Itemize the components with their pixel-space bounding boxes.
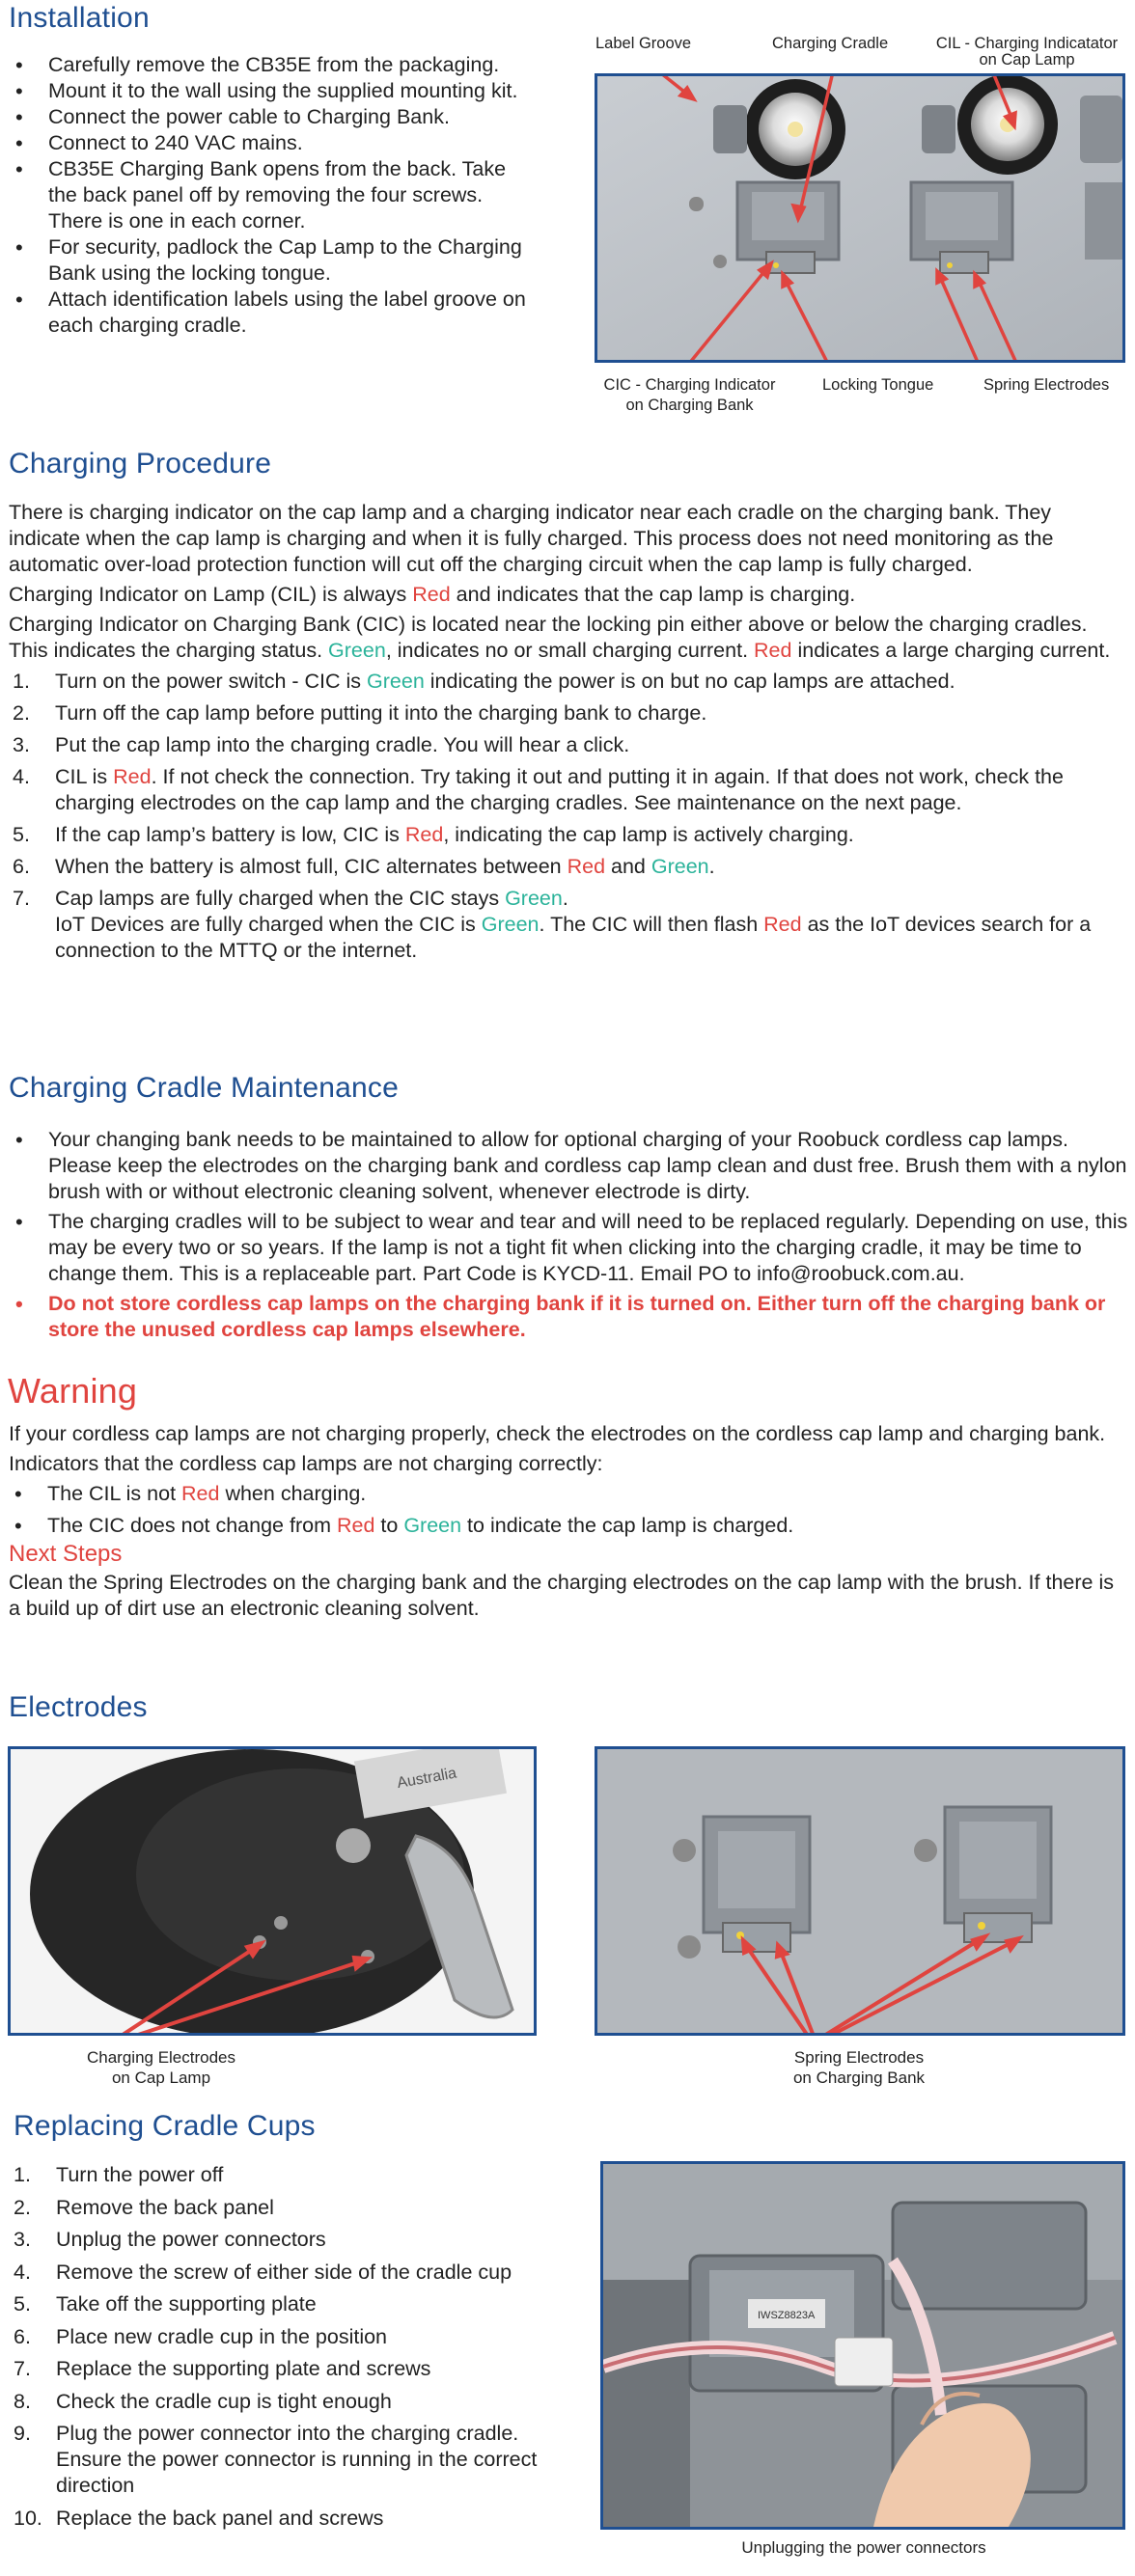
text: CIL is <box>55 765 114 788</box>
step-number: 5. <box>13 823 30 846</box>
red-text: Red <box>404 823 444 846</box>
text: indicates a large charging current. <box>791 639 1111 662</box>
cic-paragraph <box>9 612 1128 664</box>
charging-procedure-title: Charging Procedure <box>9 448 272 480</box>
charging-procedure-body <box>9 500 1128 964</box>
text: Place new cradle cup in the position <box>56 2324 388 2348</box>
charging-bank-photo-illustration <box>597 76 1122 360</box>
step-number: 7. <box>13 887 30 910</box>
installation-title: Installation <box>9 2 150 34</box>
list-item <box>10 2389 550 2415</box>
text: . If not check the connection. Try taking it out and putting it in again. If that does not work, check the charging electrodes on the cap lamp and the charging cradles. See maintenance on the next page. <box>55 765 1064 814</box>
text: Charging Indicator on Lamp (CIL) is always <box>9 583 413 606</box>
cil-paragraph <box>9 582 1128 608</box>
text: Turn on the power switch - CIC is <box>55 670 368 693</box>
red-text: Red <box>336 1514 375 1537</box>
cil-label <box>922 35 1132 69</box>
list-item <box>10 2291 550 2317</box>
text: and <box>605 855 651 878</box>
cil-label-line2: on Cap Lamp <box>979 51 1075 69</box>
red-text: Red <box>181 1482 220 1505</box>
list-item <box>10 2506 550 2532</box>
list-item <box>9 764 1128 816</box>
text: The CIL is not <box>47 1482 182 1505</box>
warning-paragraph: If your cordless cap lamps are not charging properly, check the electrodes on the cordless cap lamp and charging bank. <box>9 1422 1106 1445</box>
text: Take off the supporting plate <box>56 2292 317 2316</box>
bank-electrodes-illustration <box>597 1749 1122 2033</box>
list-item <box>10 2162 550 2188</box>
charging-steps <box>9 669 1128 964</box>
indicators-paragraph: Indicators that the cordless cap lamps are not charging correctly: <box>9 1452 603 1475</box>
list-item: • CB35E Charging Bank opens from the back. Take the back panel off by removing the four screws. There is one in each corner. <box>10 156 531 234</box>
text: . The CIC will then flash <box>539 913 764 936</box>
lamp-print-text: Australia <box>396 1765 458 1793</box>
step-number: 2. <box>14 2195 31 2219</box>
next-steps-text: Clean the Spring Electrodes on the charging bank and the charging electrodes on the cap lamp with the brush. If there is a build up of dirt use an electronic cleaning solvent. <box>9 1571 1114 1620</box>
locking-tongue-label: Locking Tongue <box>822 376 934 394</box>
text: Turn off the cap lamp before putting it into the charging bank to charge. <box>55 701 707 725</box>
text: If the cap lamp’s battery is low, CIC is <box>55 823 405 846</box>
step-number: 6. <box>13 855 30 878</box>
green-text: Green <box>403 1514 462 1537</box>
step-number: 7. <box>14 2357 31 2380</box>
list-item <box>9 700 1128 726</box>
red-text: Red <box>567 855 606 878</box>
cap-lamp-electrodes-caption <box>55 2047 267 2088</box>
text: The CIC does not change from <box>47 1514 337 1537</box>
list-item <box>10 2356 550 2382</box>
list-item <box>10 2421 550 2499</box>
cic-label-line1: CIC - Charging Indicator <box>603 376 776 394</box>
step-number: 3. <box>13 733 30 756</box>
list-item <box>9 669 1128 695</box>
text: Cap lamps are fully charged when the CIC stays <box>55 887 506 910</box>
text: to <box>374 1514 404 1537</box>
green-text: Green <box>481 913 540 936</box>
list-item: • Do not store cordless cap lamps on the charging bank if it is turned on. Either turn off the charging bank or store the unused cordless cap lamps elsewhere. <box>10 1291 1129 1343</box>
text: Replace the supporting plate and screws <box>56 2357 431 2380</box>
list-item <box>9 1513 1128 1539</box>
electrodes-title: Electrodes <box>9 1691 148 1723</box>
red-text: Red <box>113 765 152 788</box>
text: . <box>708 855 715 878</box>
text: and indicates that the cap lamp is charging. <box>450 583 856 606</box>
red-text: Red <box>412 583 451 606</box>
list-item <box>9 732 1128 758</box>
list-item: • Mount it to the wall using the supplied mounting kit. <box>10 78 531 104</box>
text: Remove the back panel <box>56 2195 274 2219</box>
caption-line1: Spring Electrodes <box>793 2048 925 2067</box>
charging-intro: There is charging indicator on the cap lamp and a charging indicator near each cradle on the charging bank. They indicate when the cap lamp is charging and when it is fully charged. This process does not need monitoring as the automatic over-load protection function will cut off the charging circuit when the cap lamp is fully charged. <box>9 501 1054 576</box>
step-number: 2. <box>13 701 30 725</box>
warning-body <box>9 1421 1128 1622</box>
red-text: Red <box>763 913 802 936</box>
spring-electrodes-label: Spring Electrodes <box>983 376 1110 394</box>
list-item <box>10 2195 550 2221</box>
next-steps-title: Next Steps <box>9 1541 123 1567</box>
list-item: • Connect to 240 VAC mains. <box>10 130 531 156</box>
text: When the battery is almost full, CIC alternates between <box>55 855 568 878</box>
power-connector-photo <box>600 2161 1125 2530</box>
list-item <box>9 886 1128 964</box>
list-item <box>9 822 1128 848</box>
list-item: • For security, padlock the Cap Lamp to the Charging Bank using the locking tongue. <box>10 234 531 287</box>
cic-label-line2: on Charging Bank <box>625 397 754 414</box>
caption-line2: on Cap Lamp <box>111 2069 211 2087</box>
text: Unplug the power connectors <box>56 2228 326 2251</box>
text: as the IoT devices search for a connection to the MTTQ or the internet. <box>55 913 1092 962</box>
bank-electrodes-caption <box>753 2047 965 2088</box>
text: indicating the power is on but no cap lamps are attached. <box>424 670 955 693</box>
green-text: Green <box>328 639 386 662</box>
list-item: • Attach identification labels using the label groove on each charging cradle. <box>10 287 531 339</box>
charging-cradle-label: Charging Cradle <box>772 35 889 52</box>
cap-lamp-electrodes-photo <box>8 1746 537 2036</box>
step-number: 8. <box>14 2389 31 2413</box>
list-item <box>10 2260 550 2286</box>
list-item: • Connect the power cable to Charging Bank. <box>10 104 531 130</box>
text: , indicates no or small charging current. <box>385 639 755 662</box>
list-item: • Carefully remove the CB35E from the packaging. <box>10 52 531 78</box>
text: . <box>562 887 568 910</box>
text: , indicating the cap lamp is actively charging. <box>443 823 854 846</box>
cap-lamp-electrodes-illustration <box>11 1749 534 2033</box>
step-number: 9. <box>14 2422 31 2445</box>
cic-label <box>591 376 789 415</box>
module-label-text: IWSZ8823A <box>758 2310 816 2321</box>
list-item <box>9 1481 1128 1507</box>
text: when charging. <box>219 1482 367 1505</box>
text: Turn the power off <box>56 2163 224 2186</box>
text: Plug the power connector into the charging cradle. Ensure the power connector is running in the correct direction <box>56 2422 538 2497</box>
text: Check the cradle cup is tight enough <box>56 2389 392 2413</box>
text: Remove the screw of either side of the cradle cup <box>56 2260 512 2284</box>
charging-bank-photo <box>595 73 1125 363</box>
label-groove-label: Label Groove <box>595 35 692 52</box>
red-text: Red <box>754 639 792 662</box>
caption-line1: Charging Electrodes <box>86 2048 236 2067</box>
text: Replace the back panel and screws <box>56 2506 384 2530</box>
warning-title: Warning <box>8 1371 138 1411</box>
step-number: 5. <box>14 2292 31 2316</box>
step-number: 10. <box>14 2506 42 2530</box>
step-number: 1. <box>13 670 30 693</box>
list-item: • The charging cradles will to be subject to wear and tear and will need to be replaced regularly. Depending on use, this may be every two or so years. If the lamp is not a tight fit when clicking into the charging cradle, it may be time to change them. This is a replaceable part. Part Code is KYCD-11. Email PO to info@roobuck.com.au. <box>10 1209 1129 1287</box>
warning-list <box>9 1481 1128 1539</box>
text: Put the cap lamp into the charging cradle. You will hear a click. <box>55 733 630 756</box>
power-connector-caption: Unplugging the power connectors <box>741 2538 986 2557</box>
installation-list <box>10 52 531 339</box>
step-number: 4. <box>13 765 30 788</box>
list-item <box>9 854 1128 880</box>
maintenance-list <box>10 1127 1129 1343</box>
green-text: Green <box>367 670 425 693</box>
bank-electrodes-photo <box>595 1746 1125 2036</box>
cil-label-line1: CIL - Charging Indicatator <box>935 35 1119 52</box>
text: to indicate the cap lamp is charged. <box>461 1514 794 1537</box>
power-connector-illustration <box>603 2164 1122 2527</box>
list-item <box>10 2227 550 2253</box>
text: IoT Devices are fully charged when the CIC is <box>55 913 482 936</box>
text: Charging Indicator on Charging Bank (CIC) is located near the locking pin either above or below the charging cradles. This indicates the charging status. <box>9 613 1088 662</box>
replacing-title: Replacing Cradle Cups <box>14 2110 316 2142</box>
step-number: 3. <box>14 2228 31 2251</box>
green-text: Green <box>505 887 563 910</box>
maintenance-title: Charging Cradle Maintenance <box>9 1072 399 1104</box>
step-number: 6. <box>14 2324 31 2348</box>
list-item <box>10 2324 550 2350</box>
caption-line2: on Charging Bank <box>792 2069 926 2087</box>
replacing-steps <box>10 2162 550 2532</box>
step-number: 4. <box>14 2260 31 2284</box>
list-item: • Your changing bank needs to be maintained to allow for optional charging of your Roobuck cordless cap lamps. Please keep the electrodes on the charging bank and cordless cap lamp clean and dust free. Brush them with a nylon brush with or without electronic cleaning solvent, whenever electrode is dirty. <box>10 1127 1129 1205</box>
step-number: 1. <box>14 2163 31 2186</box>
green-text: Green <box>651 855 709 878</box>
